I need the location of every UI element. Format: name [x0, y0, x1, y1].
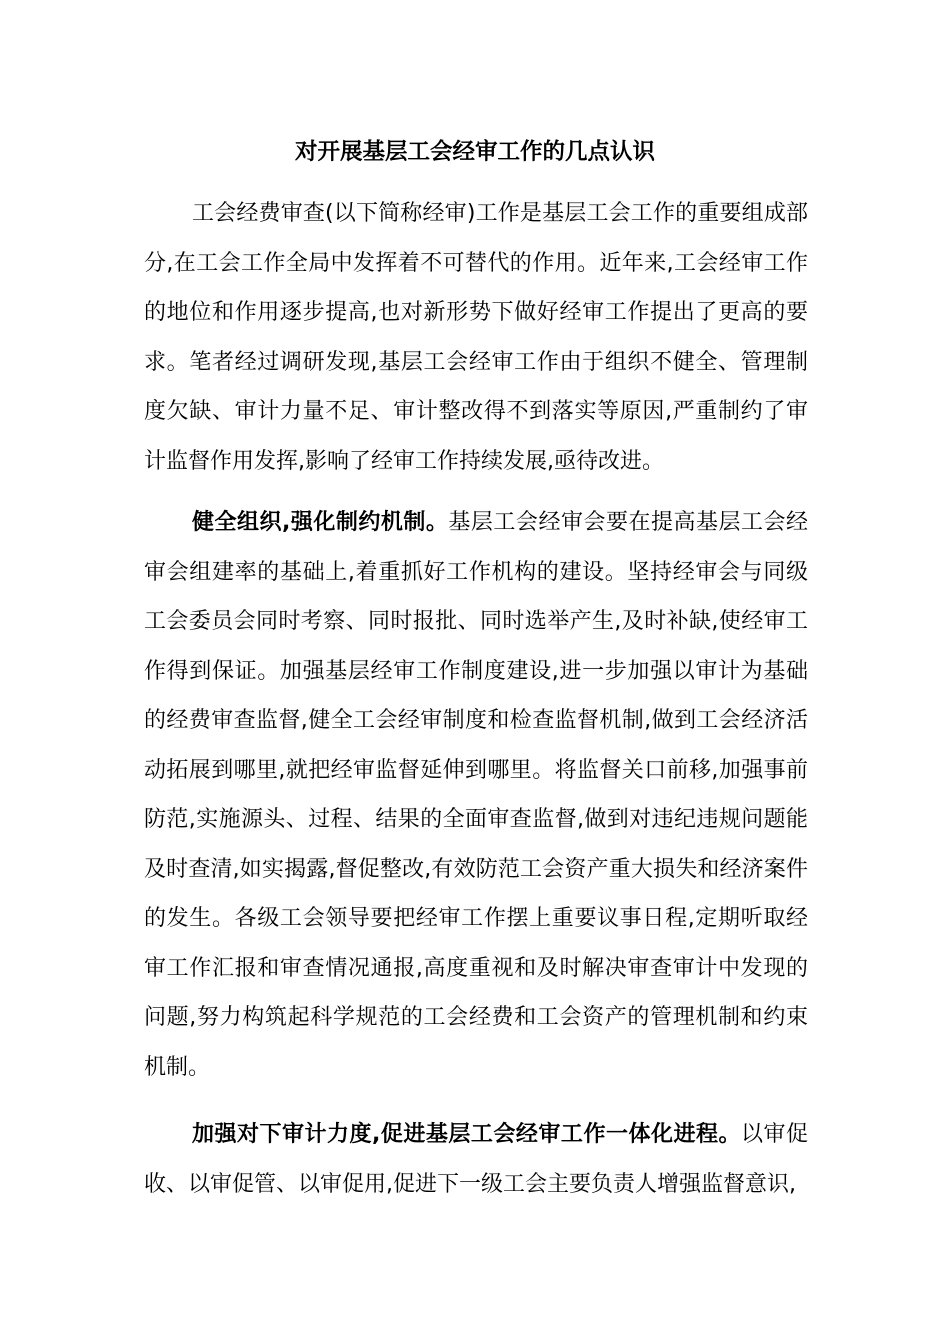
paragraph-intro: [144, 189, 808, 486]
paragraph-body: 基层工会经审会要在提高基层工会经审会组建率的基础上,着重抓好工作机构的建设。坚持经审会与同级工会委员会同时考察、同时报批、同时选举产生,及时补缺,使经审工作得到保证。加强基层经审工作制度建设,进一步加强以审计为基础的经费审查监督,健全工会经审制度和检查监督机制,做到工会经济活动拓展到哪里,就把经审监督延伸到哪里。将监督关口前移,加强事前防范,实施源头、过程、结果的全面审查监督,做到对违纪违规问题能及时查清,如实揭露,督促整改,有效防范工会资产重大损失和经济案件的发生。各级工会领导要把经审工作摆上重要议事日程,定期听取经审工作汇报和审查情况通报,高度重视和及时解决审查审计中发现的问题,努力构筑起科学规范的工会经费和工会资产的管理机制和约束机制。: [144, 510, 808, 1080]
paragraph-lead: 健全组织,强化制约机制。: [192, 510, 449, 535]
paragraph-organization: [144, 498, 808, 1092]
document-title: 对开展基层工会经审工作的几点认识: [294, 139, 655, 165]
paragraph-lead: 加强对下审计力度,促进基层工会经审工作一体化进程。: [192, 1122, 741, 1147]
paragraph-audit: [144, 1110, 808, 1209]
paragraph-body: 工会经费审查(以下简称经审)工作是基层工会工作的重要组成部分,在工会工作全局中发挥着不可替代的作用。近年来,工会经审工作的地位和作用逐步提高,也对新形势下做好经审工作提出了更高的要求。笔者经过调研发现,基层工会经审工作由于组织不健全、管理制度欠缺、审计力量不足、审计整改得不到落实等原因,严重制约了审计监督作用发挥,影响了经审工作持续发展,亟待改进。: [144, 201, 808, 474]
paragraph-body: 以审促收、以审促管、以审促用,促进下一级工会主要负责人增强监督意识,: [144, 1122, 808, 1197]
